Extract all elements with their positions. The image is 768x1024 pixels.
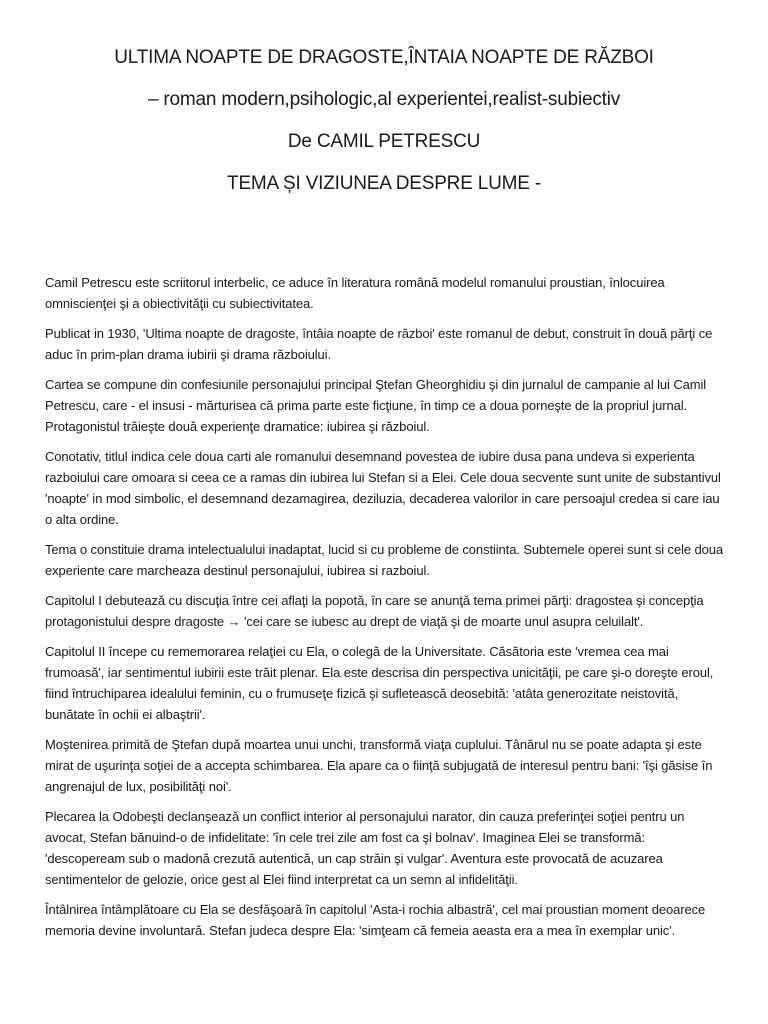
section-heading: TEMA ȘI VIZIUNEA DESPRE LUME -: [227, 173, 541, 194]
paragraph: Cartea se compune din confesiunile personajului principal Ştefan Gheorghidiu şi din jurnalul de campanie al lui Camil Petrescu, care - el insusi - mărturisea că prima parte este ficţiune, în timp ce a doua porneşte de la propriul jurnal. Protagonistul trăieşte două experienţe dramatice: iubirea şi războiul.: [45, 377, 707, 434]
paragraph: Capitolul I debutează cu discuţia între cei aflaţi la popotă, în care se anunţă tema primei părţi: dragostea şi concepţia protagonistului despre dragoste → 'cei care se iubesc au drept de viaţă şi de moarte unul asupra celuilalt'.: [45, 593, 704, 629]
paragraph: Conotativ, titlul indica cele doua carti ale romanului desemnand povestea de iubire dusa pana undeva si experienta razboiului care omoara si ceea ce a ramas din iubirea lui Stefan si a Elei. Cele doua secvente sunt unite de substantivul 'noapte' in mod simbolic, el desemnand dezamagirea, deziluzia, decaderea valorilor in care persoajul credea si care iau o alta ordine.: [45, 449, 721, 527]
author-line: De CAMIL PETRESCU: [287, 131, 481, 152]
paragraph: Întâlnirea întâmplătoare cu Ela se desfăşoară în capitolul 'Asta-i rochia albastră', cel mai proustian moment deoarece memoria devine involuntară. Stefan judeca despre Ela: 'simţeam că femeia aeasta era a mea în exemplar unic'.: [45, 902, 706, 938]
document-body: [45, 272, 725, 950]
document-title-block: [0, 46, 768, 214]
title-line-1: ULTIMA NOAPTE DE DRAGOSTE,ÎNTAIA NOAPTE DE RĂZBOI: [114, 47, 654, 68]
subtitle-line: – roman modern,psihologic,al experientei,realist-subiectiv: [147, 89, 621, 110]
paragraph: Capitolul II începe cu rememorarea relaţiei cu Ela, o colegă de la Universitate. Căsătoria este 'vremea cea mai frumoasă', iar sentimentul iubirii este trăit plenar. Ela este descrisa din perspectiva unicităţii, pe care şi-o doreşte eroul, fiind întruchiparea idealului feminin, cu o frumuseţe fizică şi sufletească deosebită: 'atâta generozitate neistovită, bunătate în ochii ei albaştrii'.: [45, 644, 714, 722]
paragraph: Plecarea la Odobeşti declanşează un conflict interior al personajului narator, din cauza preferinţei soţiei pentru un avocat, Stefan bănuind-o de infidelitate: 'în cele trei zile am fost ca şi bolnav'. Imaginea Elei se transformă: 'descopeream sub o madonă crezută autentică, un cap străin şi vulgar'. Aventura este provocată de acuzarea sentimentelor de gelozie, orice gest al Elei fiind interpretat ca un semn al infidelităţii.: [45, 809, 685, 887]
paragraph: Tema o constituie drama intelectualului inadaptat, lucid si cu probleme de constiinta. Subtemele operei sunt si cele doua experiente care marcheaza destinul personajului, iubirea si razboiul.: [45, 542, 724, 578]
paragraph: Moştenirea primită de Ştefan după moartea unui unchi, transformă viaţa cuplului. Tânărul nu se poate adapta şi este mirat de uşurinţa soţiei de a accepta schimbarea. Ela apare ca o fiinţă subjugată de interesul pentru bani: 'îşi găsise în angrenajul de lux, posibilităţi noi'.: [45, 737, 713, 794]
paragraph: Camil Petrescu este scriitorul interbelic, ce aduce în literatura română modelul romanului proustian, înlocuirea omniscienţei şi a obiectivităţii cu subiectivitatea.: [45, 275, 665, 311]
paragraph: Publicat in 1930, 'Ultima noapte de dragoste, întâia noapte de război' este romanul de debut, construit în două părţi ce aduc în prim-plan drama iubirii şi drama războiului.: [45, 326, 713, 362]
